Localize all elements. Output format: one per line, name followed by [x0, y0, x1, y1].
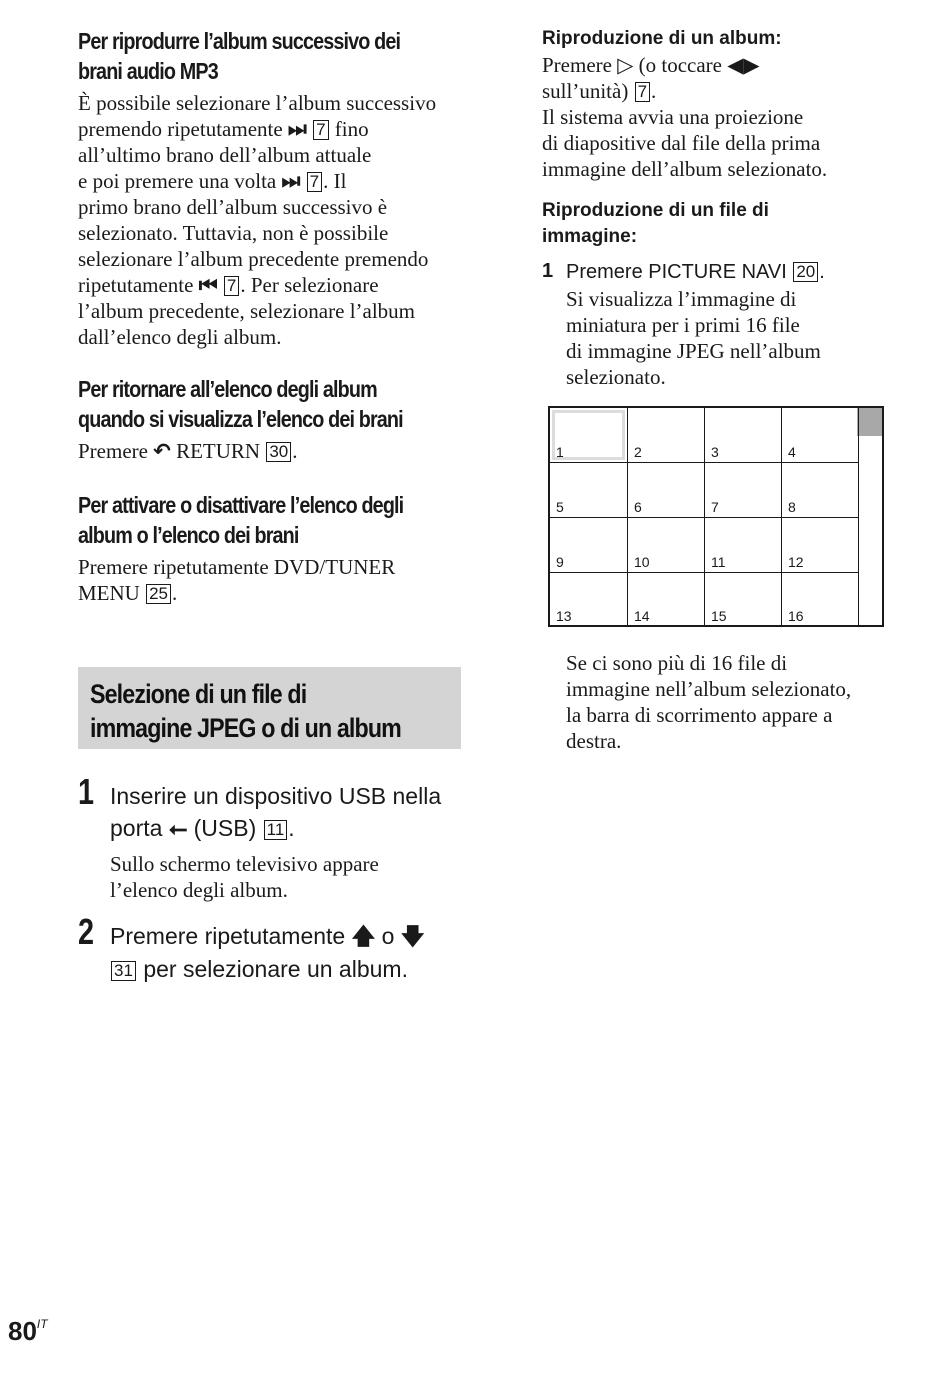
thumbnail-cell[interactable] — [628, 463, 705, 518]
section-heading: Per attivare o disattivare l’elenco degli — [78, 492, 404, 518]
banner-title: Selezione di un file di immagine JPEG o di un album — [90, 679, 401, 743]
step-description: di immagine JPEG nell’album — [566, 339, 821, 363]
thumbnail-grid — [548, 406, 884, 627]
thumbnail-cell[interactable] — [705, 408, 782, 463]
scrollbar-thumb[interactable] — [857, 408, 882, 436]
section-heading: quando si visualizza l’elenco dei brani — [78, 406, 403, 432]
thumbnail-cell[interactable] — [550, 573, 628, 626]
thumbnail-cell[interactable] — [705, 463, 782, 518]
thumbnail-label: 14 — [634, 608, 650, 624]
ref-7: 7 — [307, 172, 322, 192]
thumbnail-cell[interactable] — [550, 518, 628, 573]
thumbnail-cell[interactable] — [550, 408, 628, 463]
step-1 — [542, 258, 887, 390]
thumbnail-cell[interactable] — [705, 518, 782, 573]
play-pause-icon: ◀▶ — [727, 53, 760, 77]
return-icon: ↶ — [153, 439, 171, 463]
body-text: sull’unità) 7 . — [542, 79, 657, 103]
body-text: Premere ↶ RETURN 30 . — [78, 439, 298, 463]
body-text: dall’elenco degli album. — [78, 325, 282, 349]
page-number: $80^{IT}$ — [8, 1316, 48, 1346]
thumbnail-cell[interactable] — [782, 518, 859, 573]
scrollbar[interactable] — [857, 408, 882, 625]
step-description: l’elenco degli album. — [110, 878, 288, 902]
body-text: di diapositive dal file della prima — [542, 131, 821, 155]
step-2 — [110, 920, 470, 985]
step-description: Si visualizza l’immagine di — [566, 287, 797, 311]
step-instruction: 31 per selezionare un album. — [110, 953, 470, 985]
body-text: ripetutamente ⏮ 7 . Per selezionare — [78, 273, 379, 297]
body-text: all’ultimo brano dell’album attuale — [78, 143, 372, 167]
up-arrow-icon: 🡅 — [351, 924, 376, 950]
body-text: primo brano dell’album successivo è — [78, 195, 388, 219]
ref-30: 30 — [266, 442, 291, 462]
step-number: 1 — [542, 260, 554, 282]
usb-icon: ⭠ — [168, 816, 188, 842]
body-text: immagine dell’album selezionato. — [542, 157, 828, 181]
body-text: selezionato. Tuttavia, non è possibile — [78, 221, 389, 245]
thumbnail-label: 15 — [711, 608, 727, 624]
ref-31: 31 — [111, 961, 136, 981]
thumbnail-cell[interactable] — [782, 463, 859, 518]
step-instruction: porta ⭠ (USB) 11 . — [110, 815, 295, 842]
body-text: la barra di scorrimento appare a — [566, 703, 833, 727]
step-description: selezionato. — [566, 365, 666, 389]
ref-11: 11 — [264, 820, 288, 840]
body-text: Il sistema avvia una proiezione — [542, 105, 804, 129]
step-1 — [110, 780, 470, 903]
thumbnail-cell[interactable] — [705, 573, 782, 626]
body-text: e poi premere una volta ⏭ 7 . Il — [78, 169, 347, 193]
body-text: Premere ripetutamente DVD/TUNER — [78, 555, 396, 579]
thumbnail-label: 6 — [634, 499, 642, 515]
thumbnail-cell[interactable] — [550, 463, 628, 518]
thumbnail-label: 10 — [634, 554, 650, 570]
subheading: Riproduzione di un file di — [542, 200, 769, 221]
section-heading: album o l’elenco dei brani — [78, 522, 299, 548]
thumbnail-label: 13 — [556, 608, 572, 624]
subheading: Riproduzione di un album: — [542, 28, 782, 49]
thumbnail-cell[interactable] — [628, 518, 705, 573]
thumbnail-label: 12 — [788, 554, 804, 570]
body-text: È possibile selezionare l’album successivo — [78, 91, 437, 115]
body-text: immagine nell’album selezionato, — [566, 677, 852, 701]
thumbnail-cell[interactable] — [628, 573, 705, 626]
grid-note — [566, 650, 886, 754]
body-text: Premere ▷ (o toccare ◀▶ — [542, 53, 760, 77]
thumbnail-label: 11 — [711, 554, 726, 570]
body-text: Se ci sono più di 16 file di — [566, 651, 788, 675]
previous-track-icon: ⏮ — [198, 273, 218, 297]
thumbnail-label: 2 — [634, 444, 642, 460]
next-track-icon: ⏭ — [287, 117, 307, 141]
ref-7: 7 — [635, 82, 650, 102]
step-instruction: Premere PICTURE NAVI 20 . — [566, 261, 825, 283]
ref-25: 25 — [146, 584, 171, 604]
step-description: miniatura per i primi 16 file — [566, 313, 800, 337]
step-number: 1 — [78, 771, 95, 812]
thumbnail-label: 16 — [788, 608, 804, 624]
thumbnail-label: 4 — [788, 444, 796, 460]
ref-7: 7 — [313, 120, 328, 140]
ref-7: 7 — [224, 276, 239, 296]
thumbnail-label: 9 — [556, 554, 564, 570]
thumbnail-label: 7 — [711, 499, 719, 515]
thumbnail-cell[interactable] — [782, 573, 859, 626]
thumbnail-label: 5 — [556, 499, 564, 515]
section-heading: brani audio MP3 — [78, 58, 218, 84]
ref-20: 20 — [793, 262, 818, 282]
body-text: destra. — [566, 729, 622, 753]
body-text: selezionare l’album precedente premendo — [78, 247, 429, 271]
section-heading: Per ritornare all’elenco degli album — [78, 376, 377, 402]
body-text: l’album precedente, selezionare l’album — [78, 299, 416, 323]
thumbnail-label: 8 — [788, 499, 796, 515]
step-description: Sullo schermo televisivo appare — [110, 852, 379, 876]
body-text: premendo ripetutamente ⏭ 7 fino — [78, 117, 369, 141]
next-track-icon: ⏭ — [281, 169, 301, 193]
thumbnail-cell[interactable] — [628, 408, 705, 463]
body-text: MENU 25 . — [78, 581, 178, 605]
section-banner — [78, 667, 461, 749]
thumbnail-cell[interactable] — [782, 408, 859, 463]
step-instruction: Premere ripetutamente 🡅 o 🡇 — [110, 923, 425, 950]
right-column — [542, 26, 887, 390]
step-instruction: Inserire un dispositivo USB nella — [110, 783, 442, 809]
thumbnail-label: 1 — [556, 444, 564, 460]
step-number: 2 — [78, 911, 95, 952]
thumbnail-label: 3 — [711, 444, 719, 460]
subheading: immagine: — [542, 226, 638, 247]
down-arrow-icon: 🡇 — [400, 924, 425, 950]
play-icon: ▷ — [617, 53, 634, 77]
section-heading: Per riprodurre l’album successivo dei — [78, 28, 401, 54]
